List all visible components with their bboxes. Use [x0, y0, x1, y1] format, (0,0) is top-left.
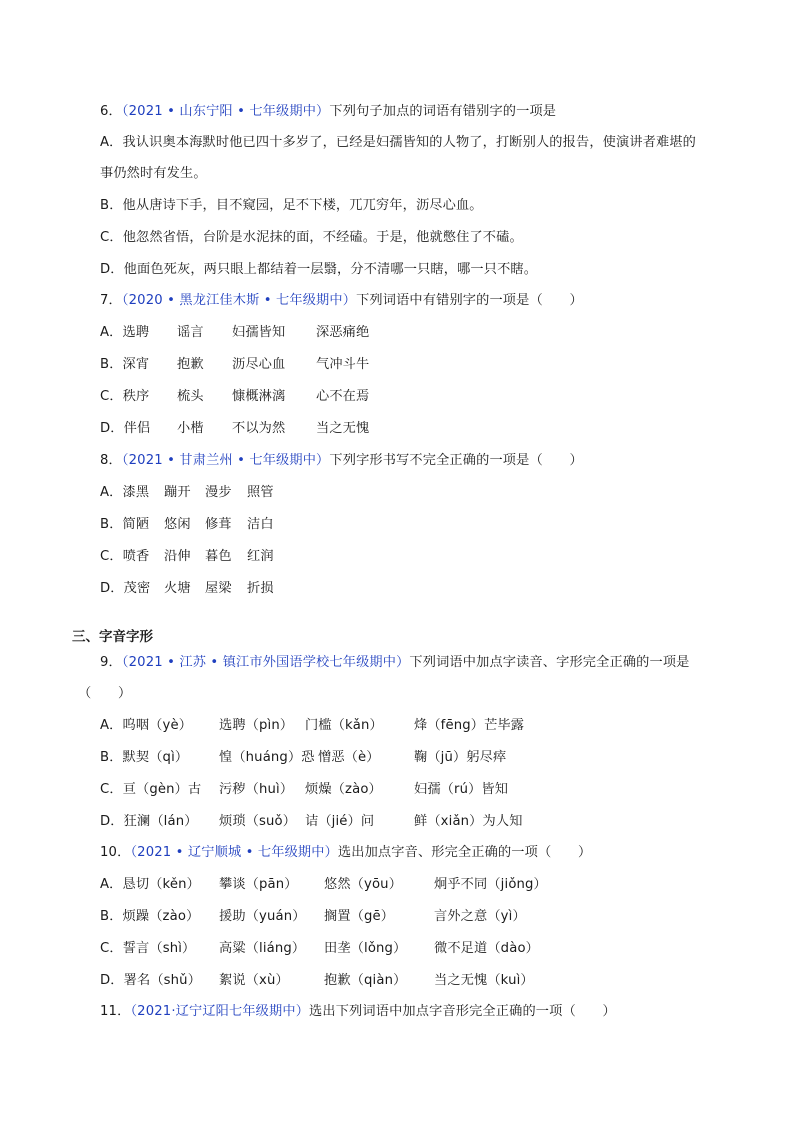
question-source: （2021 • 山东宁阳 • 七年级期中）	[121, 104, 330, 119]
option-word: 小楷	[177, 421, 204, 436]
question-source: （2021 • 江苏 • 镇江市外国语学校七年级期中）	[121, 655, 410, 670]
option-word: 蹦开	[164, 485, 191, 500]
question-source: （2021 • 辽宁顺城 • 七年级期中）	[130, 845, 338, 860]
option-word: 絮说（xù）	[219, 973, 289, 988]
option-word: 言外之意（yì）	[434, 909, 526, 924]
option-word: 深恶痛绝	[316, 325, 370, 340]
option-word: 诘（jié）问	[305, 814, 375, 829]
option-word: 微不足道（dào）	[434, 941, 539, 956]
question-8-stem	[100, 451, 583, 471]
q6-option-d: D．他面色死灰，两只眼上都结着一层翳，分不清哪一只瞎，哪一只不瞎。	[100, 262, 538, 277]
option-word: 鞠（jū）躬尽瘁	[414, 750, 507, 765]
option-word: 谣言	[177, 325, 204, 340]
question-text: 选出加点字音、形完全正确的一项（ ）	[337, 845, 592, 860]
option-word: 不以为然	[232, 421, 286, 436]
option-word: 援助（yuán）	[219, 909, 306, 924]
question-6-stem	[100, 102, 556, 122]
option-word: D．狂澜（lán）	[100, 814, 198, 829]
question-text: 下列词语中加点字读音、字形完全正确的一项是	[409, 655, 690, 670]
option-word: 炯乎不同（jiǒng）	[434, 877, 547, 892]
option-word: 污秽（huì）	[219, 782, 294, 797]
option-word: C．秩序	[100, 389, 150, 404]
option-word: 憎恶（è）	[318, 750, 380, 765]
question-number: 8．	[100, 453, 122, 468]
question-number: 7．	[100, 293, 122, 308]
option-word: 当之无愧（kuì）	[434, 973, 534, 988]
option-word: D．茂密	[100, 581, 151, 596]
option-word: A．漆黑	[100, 485, 150, 500]
option-word: 心不在焉	[316, 389, 370, 404]
option-word: 梳头	[177, 389, 204, 404]
option-word: 妇孺皆知	[232, 325, 286, 340]
option-word: 抱歉（qiàn）	[324, 973, 407, 988]
question-number: 10．	[100, 845, 131, 860]
option-word: 搁置（gē）	[324, 909, 395, 924]
question-text: 下列字形书写不完全正确的一项是（ ）	[329, 453, 583, 468]
question-source: （2021 • 甘肃兰州 • 七年级期中）	[121, 453, 330, 468]
option-word: B．简陋	[100, 517, 150, 532]
option-word: 烽（fēng）芒毕露	[414, 718, 525, 733]
option-word: 攀谈（pān）	[219, 877, 298, 892]
question-number: 9．	[100, 655, 122, 670]
option-word: 沥尽心血	[232, 357, 286, 372]
option-word: B．烦躁（zào）	[100, 909, 200, 924]
option-word: B．深宵	[100, 357, 150, 372]
option-word: B．默契（qì）	[100, 750, 189, 765]
question-10-stem	[100, 843, 591, 863]
question-7-stem	[100, 291, 583, 311]
option-word: 惶（huáng）恐	[219, 750, 315, 765]
question-number: 6．	[100, 104, 122, 119]
option-word: 暮色	[205, 549, 232, 564]
option-word: 洁白	[247, 517, 274, 532]
option-word: A．呜咽（yè）	[100, 718, 193, 733]
option-word: 悠然（yōu）	[324, 877, 403, 892]
option-word: 漫步	[205, 485, 232, 500]
option-word: 悠闲	[164, 517, 191, 532]
q6-option-a-line2: 事仍然时有发生。	[100, 166, 207, 181]
option-word: 烦琐（suǒ）	[219, 814, 297, 829]
question-number: 11．	[100, 1004, 131, 1019]
option-word: C．亘（gèn）古	[100, 782, 202, 797]
option-word: 修葺	[205, 517, 232, 532]
question-text: 下列句子加点的词语有错别字的一项是	[329, 104, 557, 119]
q6-option-a-line1: A．我认识奥本海默时他已四十多岁了，已经是妇孺皆知的人物了，打断别人的报告，使演讲者难堪的	[100, 135, 697, 150]
option-word: 当之无愧	[316, 421, 370, 436]
section-heading: 三、字音字形	[72, 629, 153, 645]
question-text: 选出下列词语中加点字音形完全正确的一项（ ）	[309, 1004, 616, 1019]
option-word: 气冲斗牛	[316, 357, 370, 372]
q9-stem-line2: （ ）	[78, 686, 132, 701]
question-9-stem	[100, 653, 690, 673]
option-word: D．署名（shǔ）	[100, 973, 202, 988]
question-11-stem	[100, 1002, 616, 1022]
option-word: 慷概淋漓	[232, 389, 286, 404]
option-word: D．伴侣	[100, 421, 151, 436]
option-word: 高粱（liáng）	[219, 941, 306, 956]
option-word: A．恳切（kěn）	[100, 877, 200, 892]
option-word: 烦燥（zào）	[305, 782, 382, 797]
question-source: （2021·辽宁辽阳七年级期中）	[130, 1004, 310, 1019]
option-word: 沿伸	[164, 549, 191, 564]
option-word: 屋梁	[205, 581, 232, 596]
q6-option-c: C．他忽然省悟，台阶是水泥抹的面，不经磕。于是，他就憋住了不磕。	[100, 230, 523, 245]
option-word: 鲜（xiǎn）为人知	[414, 814, 523, 829]
option-word: A．选聘	[100, 325, 150, 340]
option-word: C．喷香	[100, 549, 150, 564]
option-word: 照管	[247, 485, 274, 500]
q6-option-b: B．他从唐诗下手，目不窥园，足不下楼，兀兀穷年，沥尽心血。	[100, 198, 483, 213]
option-word: C．誓言（shì）	[100, 941, 196, 956]
option-word: 红润	[247, 549, 274, 564]
option-word: 门槛（kǎn）	[305, 718, 383, 733]
option-word: 折损	[247, 581, 274, 596]
option-word: 抱歉	[177, 357, 204, 372]
option-word: 火塘	[164, 581, 191, 596]
option-word: 田垄（lǒng）	[324, 941, 407, 956]
option-word: 选聘（pìn）	[219, 718, 294, 733]
question-text: 下列词语中有错别字的一项是（ ）	[356, 293, 583, 308]
option-word: 妇孺（rú）皆知	[414, 782, 509, 797]
question-source: （2020 • 黑龙江佳木斯 • 七年级期中）	[121, 293, 357, 308]
